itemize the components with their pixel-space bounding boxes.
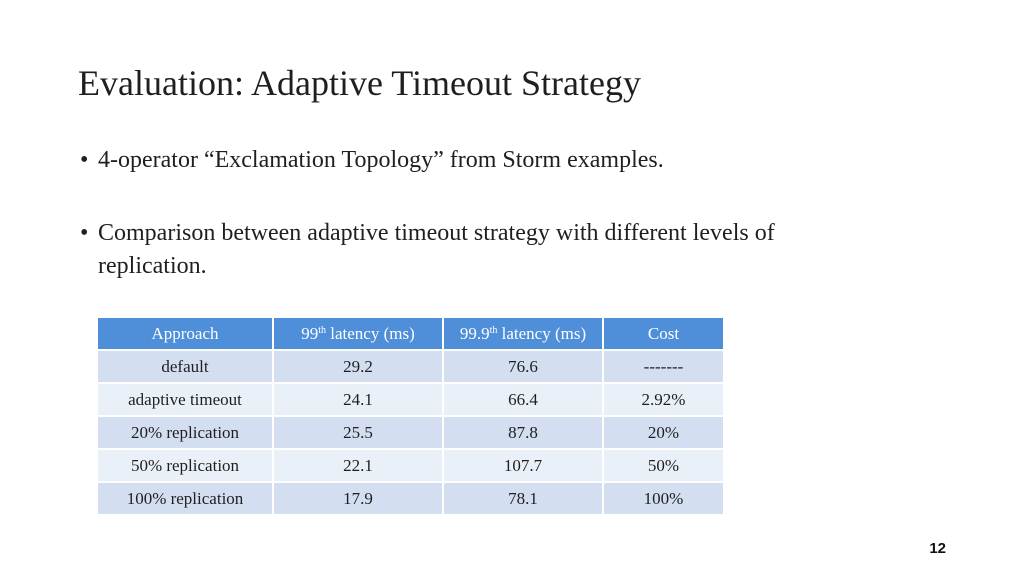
cell-approach: 20% replication [97,416,273,449]
cell-cost: 2.92% [603,383,724,416]
header-p99-latency [273,317,443,350]
header-row [97,317,724,350]
table-row [97,383,724,416]
cell-approach: adaptive timeout [97,383,273,416]
header-cost: Cost [603,317,724,350]
cell-approach: default [97,350,273,383]
results-table [96,316,725,516]
cell-p999-latency: 78.1 [443,482,603,515]
bullet-item [80,144,880,177]
cell-p99-latency: 29.2 [273,350,443,383]
header-approach: Approach [97,317,273,350]
table-header [97,317,724,350]
cell-approach: 50% replication [97,449,273,482]
table-row [97,416,724,449]
bullet-marker: • [80,147,89,173]
cell-p99-latency: 24.1 [273,383,443,416]
bullet-marker: • [80,220,89,246]
cell-cost: 50% [603,449,724,482]
table-row [97,482,724,515]
cell-p999-latency: 66.4 [443,383,603,416]
slide-title: Evaluation: Adaptive Timeout Strategy [78,63,641,103]
table-body [97,350,724,515]
bullet-text: Comparison between adaptive timeout strategy with different levels of replication. [98,220,775,279]
cell-cost: 20% [603,416,724,449]
cell-p999-latency: 107.7 [443,449,603,482]
header-p999-suffix: latency (ms) [497,323,587,343]
cell-approach: 100% replication [97,482,273,515]
header-p999-superscript: th [489,324,498,336]
header-p999-prefix: 99.9 [459,323,490,343]
cell-p99-latency: 17.9 [273,482,443,515]
header-p99-superscript: th [318,324,327,336]
header-p99-prefix: 99 [301,323,319,343]
cell-p99-latency: 22.1 [273,449,443,482]
cell-p99-latency: 25.5 [273,416,443,449]
bullet-text: 4-operator “Exclamation Topology” from Storm examples. [98,147,664,173]
bullet-list [80,144,880,283]
bullet-item [80,217,880,283]
cell-p999-latency: 87.8 [443,416,603,449]
cell-p999-latency: 76.6 [443,350,603,383]
table-row [97,350,724,383]
cell-cost: ------- [603,350,724,383]
table-row [97,449,724,482]
header-p999-latency [443,317,603,350]
cell-cost: 100% [603,482,724,515]
header-p99-suffix: latency (ms) [326,323,415,343]
page-number: 12 [929,540,946,557]
